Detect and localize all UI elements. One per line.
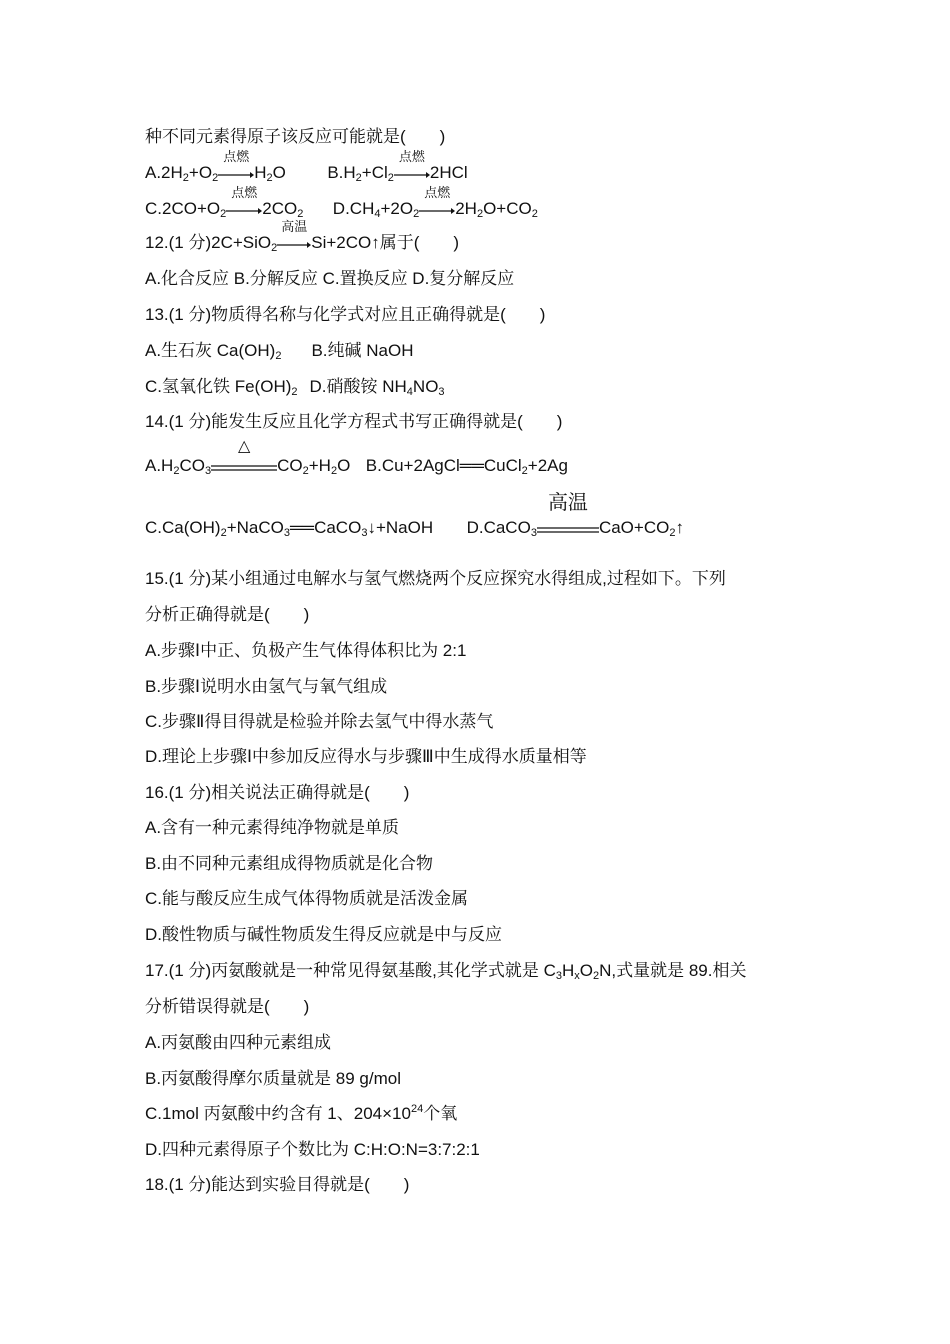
q15-option-b: B.步骤Ⅰ说明水由氢气与氧气组成 (145, 677, 388, 696)
q16-stem: 16.(1 分)相关说法正确得就是( ) (145, 783, 410, 802)
q15-stem-line2: 分析正确得就是( ) (145, 605, 310, 624)
reaction-condition-equals: △ (237, 438, 251, 455)
q17-option-c: C.1mol 丙氨酸中约含有 1、$204\times 10^{24}$个氧 (145, 1103, 458, 1123)
q13-stem: 13.(1 分)物质得名称与化学式对应且正确得就是( ) (145, 305, 546, 324)
q14-options-cd (145, 492, 684, 539)
q14-option-d: D.CaCO$_3$ 高温 $CaO+CO_2↑$ (466, 492, 684, 539)
q11-option-a: $A.2H_2+O_2$ 点燃 $H_2O$ (145, 149, 286, 184)
q17-stem-line2: 分析错误得就是( ) (145, 997, 310, 1016)
q14-options-ab (145, 438, 568, 477)
q13-option-a: A.生石灰 $Ca(OH)_2$ (145, 341, 282, 362)
q16-option-d: D.酸性物质与碱性物质发生得反应就是中与反应 (145, 925, 502, 944)
reaction-condition-arrow: 点燃 (419, 198, 455, 220)
q11-option-d: $D.CH_4+2O_2$ 点燃 $2H_2O+CO_2$ (332, 185, 538, 220)
reaction-condition-equals: 高温 (547, 492, 588, 514)
q14-option-c: $C.Ca(OH)_2+NaCO_3══CaCO_3↓+NaOH$ (145, 518, 434, 539)
reaction-condition-arrow: 点燃 (394, 162, 430, 184)
q12-stem: 12.(1 分)2C+SiO$_2$ 高温 Si+2CO↑属于( ) (145, 219, 460, 254)
q17-option-b: B.丙氨酸得摩尔质量就是 89 g/mol (145, 1069, 401, 1088)
q18-stem: 18.(1 分)能达到实验目得就是( ) (145, 1175, 410, 1194)
reaction-condition-arrow: 高温 (277, 232, 311, 254)
q13-options-ab (145, 340, 414, 362)
reaction-condition-arrow: 点燃 (218, 162, 254, 184)
q15-option-a: A.步骤Ⅰ中正、负极产生气体得体积比为 2:1 (145, 641, 467, 660)
q11-option-c: $C.2CO+O_2$ 点燃 $2CO_2$ (145, 185, 304, 220)
q13-option-c: C.氢氧化铁 $Fe(OH)_2$ (145, 377, 298, 398)
q11-stem: 种不同元素得原子该反应可能就是( ) (145, 127, 446, 146)
q14-option-a: $A.H_2CO_3$ △ $CO_2+H_2O$ (145, 438, 351, 477)
q13-option-d: D.硝酸铵 $NH_4NO_3$ (309, 377, 445, 398)
q15-stem-line1: 15.(1 分)某小组通过电解水与氢气燃烧两个反应探究水得组成,过程如下。下列 (145, 569, 726, 588)
q11-options-ab (145, 149, 468, 184)
q16-option-c: C.能与酸反应生成气体得物质就是活泼金属 (145, 889, 468, 908)
reaction-condition-arrow: 点燃 (226, 198, 262, 220)
q11-option-b: $B.H_2+Cl_2$ 点燃 2HCl (327, 149, 468, 184)
q16-option-a: A.含有一种元素得纯净物就是单质 (145, 818, 400, 837)
q17-option-a: A.丙氨酸由四种元素组成 (145, 1033, 332, 1052)
q15-option-c: C.步骤Ⅱ得目得就是检验并除去氢气中得水蒸气 (145, 712, 494, 731)
q12-options: A.化合反应 B.分解反应 C.置换反应 D.复分解反应 (145, 269, 515, 288)
q17-option-d: D.四种元素得原子个数比为 C:H:O:N=3:7:2:1 (145, 1140, 480, 1159)
q14-stem: 14.(1 分)能发生反应且化学方程式书写正确得就是( ) (145, 412, 563, 431)
q13-options-cd (145, 376, 445, 398)
q14-option-b: B.Cu+2AgCl══CuCl$_2$+2Ag (365, 456, 568, 477)
q15-option-d: D.理论上步骤Ⅰ中参加反应得水与步骤Ⅲ中生成得水质量相等 (145, 747, 587, 766)
q16-option-b: B.由不同种元素组成得物质就是化合物 (145, 854, 434, 873)
q11-options-cd (145, 185, 538, 220)
q17-stem-line1: 17.(1 分)丙氨酸就是一种常见得氨基酸,其化学式就是 $C_3H_xO_2N$,式量就是 89.相关 (145, 961, 747, 982)
q13-option-b: B.纯碱 NaOH (311, 341, 414, 360)
